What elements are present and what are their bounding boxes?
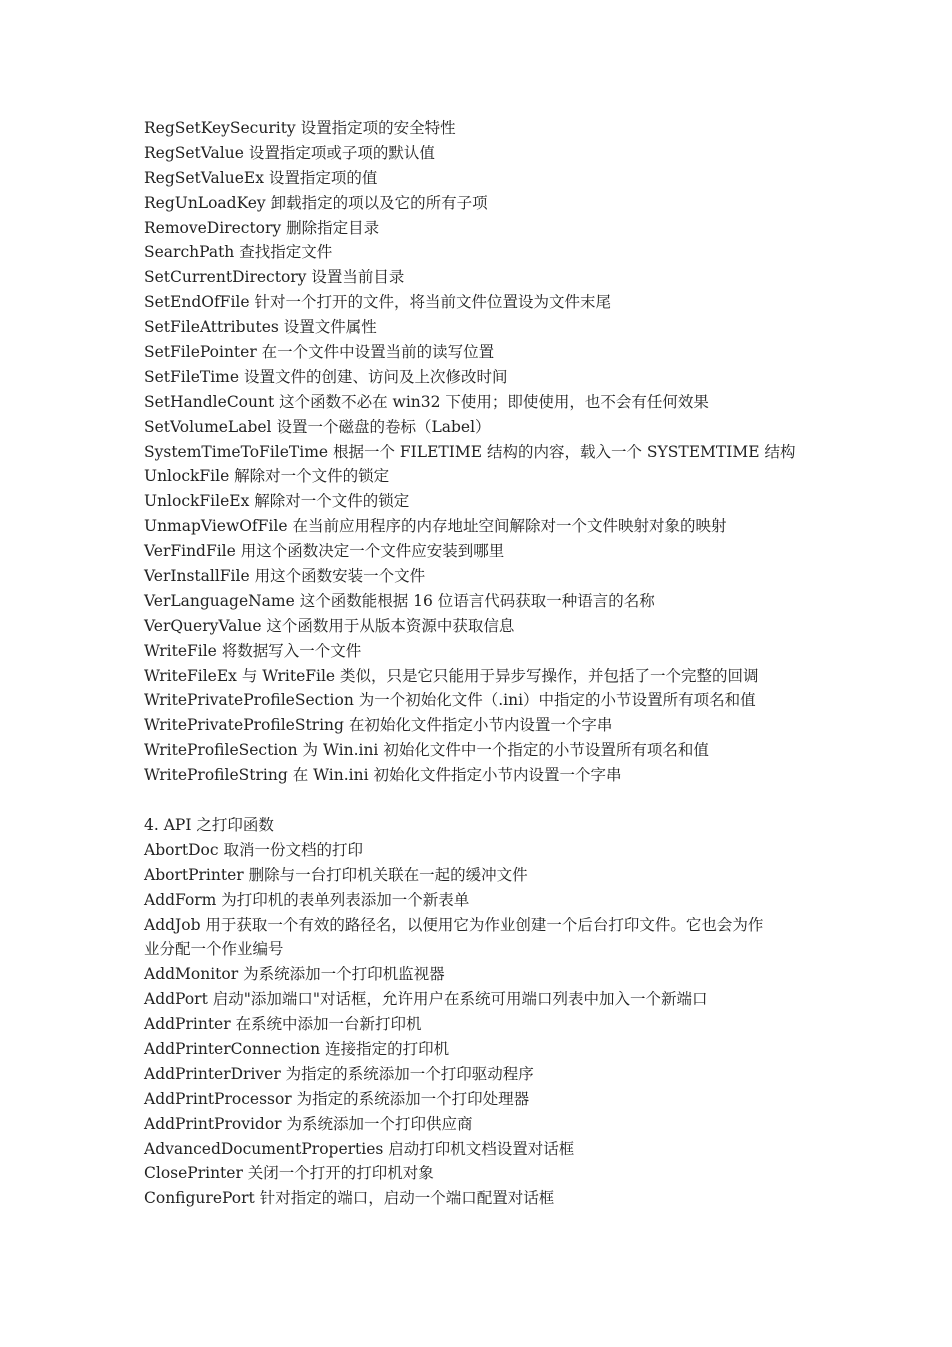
list-item: RegUnLoadKey 卸载指定的项以及它的所有子项 [144,193,488,212]
list-item: UnlockFile 解除对一个文件的锁定 [144,467,390,486]
list-item: AddPrintProvidor 为系统添加一个打印供应商 [144,1114,473,1133]
list-item: AddForm 为打印机的表单列表添加一个新表单 [144,890,470,909]
paragraph-spacer [144,788,824,813]
list-item: WriteFile 将数据写入一个文件 [144,641,362,660]
list-item: RegSetValue 设置指定项或子项的默认值 [144,143,435,162]
list-item: SetVolumeLabel 设置一个磁盘的卷标（Label） [144,417,491,436]
list-item: SystemTimeToFileTime 根据一个 FILETIME 结构的内容，载入一个 SYSTEMTIME 结构 [144,442,796,461]
list-item: VerInstallFile 用这个函数安装一个文件 [144,567,426,586]
list-item: SetHandleCount 这个函数不必在 win32 下使用；即使使用，也不会有任何效果 [144,392,709,411]
list-item: AddPort 启动"添加端口"对话框，允许用户在系统可用端口列表中加入一个新端口 [144,990,708,1009]
list-item: SetEndOfFile 针对一个打开的文件，将当前文件位置设为文件末尾 [144,293,611,312]
list-item: UnmapViewOfFile 在当前应用程序的内存地址空间解除对一个文件映射对象的映射 [144,517,727,536]
document-body [144,116,824,1211]
list-item: VerLanguageName 这个函数能根据 16 位语言代码获取一种语言的名称 [144,591,655,610]
list-item: RegSetValueEx 设置指定项的值 [144,168,378,187]
list-item: WriteProfileString 在 Win.ini 初始化文件指定小节内设置一个字串 [144,766,622,785]
list-item: ClosePrinter 关闭一个打开的打印机对象 [144,1164,434,1183]
list-item: RemoveDirectory 删除指定目录 [144,218,380,237]
list-item: AdvancedDocumentProperties 启动打印机文档设置对话框 [144,1139,575,1158]
list-item: WriteFileEx 与 WriteFile 类似，只是它只能用于异步写操作，并包括了一个完整的回调 [144,666,759,685]
list-item: UnlockFileEx 解除对一个文件的锁定 [144,492,410,511]
list-item: SetFileTime 设置文件的创建、访问及上次修改时间 [144,367,508,386]
print-function-section [144,813,824,1211]
list-item: VerQueryValue 这个函数用于从版本资源中获取信息 [144,616,515,635]
list-item: AddPrinter 在系统中添加一台新打印机 [144,1015,422,1034]
list-item: ConfigurePort 针对指定的端口，启动一个端口配置对话框 [144,1189,555,1208]
list-item: VerFindFile 用这个函数决定一个文件应安装到哪里 [144,542,505,561]
list-item: AddPrinterConnection 连接指定的打印机 [144,1039,450,1058]
list-item: SetFileAttributes 设置文件属性 [144,318,377,337]
list-item: WritePrivateProfileString 在初始化文件指定小节内设置一个字串 [144,716,613,735]
list-item: AddMonitor 为系统添加一个打印机监视器 [144,965,445,984]
file-function-list [144,116,824,788]
list-item: WritePrivateProfileSection 为一个初始化文件（.ini）中指定的小节设置所有项名和值 [144,691,756,710]
list-item-addjob-line1: AddJob 用于获取一个有效的路径名，以便用它为作业创建一个后台打印文件。它也会为作 [144,915,764,934]
list-item: SearchPath 查找指定文件 [144,243,333,262]
list-item: WriteProfileSection 为 Win.ini 初始化文件中一个指定的小节设置所有项名和值 [144,741,709,760]
section-heading: 4. API 之打印函数 [144,815,274,834]
list-item-addjob-line2: 业分配一个作业编号 [144,940,284,959]
list-item: AbortPrinter 删除与一台打印机关联在一起的缓冲文件 [144,865,528,884]
list-item: AddPrintProcessor 为指定的系统添加一个打印处理器 [144,1089,530,1108]
list-item: AddPrinterDriver 为指定的系统添加一个打印驱动程序 [144,1064,534,1083]
list-item: SetFilePointer 在一个文件中设置当前的读写位置 [144,343,495,362]
list-item: RegSetKeySecurity 设置指定项的安全特性 [144,119,456,137]
list-item: AbortDoc 取消一份文档的打印 [144,840,363,859]
list-item: SetCurrentDirectory 设置当前目录 [144,268,405,287]
